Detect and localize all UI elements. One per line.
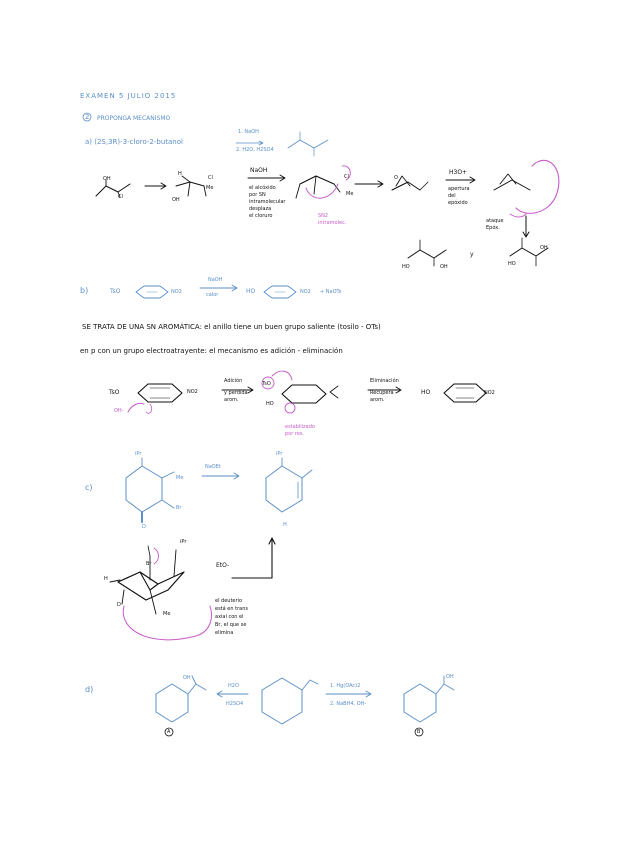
c-ipr: iPr xyxy=(135,451,142,457)
sn2-label: SN2 intramolec. xyxy=(318,213,347,226)
part-a-reagent-bottom: 2. H2O, H2SO4 xyxy=(236,147,274,153)
c-br: Br xyxy=(176,505,182,511)
atom-oh: OH xyxy=(103,176,111,182)
mech-intermediate-tso: TsO xyxy=(262,381,271,387)
mech-intermediate-ho: HO xyxy=(266,401,274,407)
product1-oh: OH xyxy=(440,264,448,270)
section-number: 2 xyxy=(85,113,90,121)
part-b-reagent-bottom: calor xyxy=(206,292,219,298)
mech-reactant: TsO xyxy=(109,389,120,396)
exam-title: EXAMEN 5 JULIO 2015 xyxy=(80,92,177,100)
part-a-reagent-top: 1. NaOH xyxy=(238,129,259,135)
explanation-line-2: en p con un grupo electroatrayente: el mecanismo es adición - eliminación xyxy=(80,347,343,355)
chair-d: D xyxy=(117,602,121,608)
product2-ho: HO xyxy=(508,261,516,267)
section-title: PROPONGA MECANISMO xyxy=(97,115,171,122)
part-b-product-substituent: NO2 xyxy=(300,289,311,295)
c-br-arrow xyxy=(154,548,159,564)
sn2-arrow xyxy=(306,184,338,198)
product-1 xyxy=(408,250,446,258)
product2-oh: OH xyxy=(540,245,548,251)
mech-product-ho: HO xyxy=(421,389,431,396)
product-2 xyxy=(510,245,548,256)
mech-ring-1 xyxy=(138,384,182,402)
d-b-oh: OH xyxy=(446,674,454,680)
atom-me-2: Me xyxy=(346,191,354,197)
c-product-h: H xyxy=(283,522,287,528)
step1-reagent: NaOH xyxy=(250,167,268,174)
c-ring-2 xyxy=(266,466,302,512)
molecule-3 xyxy=(300,176,334,184)
mech-circle-charge xyxy=(285,403,295,413)
d-ring-a xyxy=(156,684,188,722)
chair-ipr: iPr xyxy=(180,539,187,545)
c-elimination-arrow xyxy=(123,606,211,640)
part-b-reactant: TsO xyxy=(110,288,121,295)
atom-oh-2: OH xyxy=(172,197,180,203)
chair-br: Br xyxy=(146,561,152,567)
d-right-reagent-bottom: 2. NaBH4, OH- xyxy=(330,701,367,707)
explanation-line-1: SE TRATA DE UNA SN AROMÁTICA: el anillo tiene un buen grupo saliente (tosilo - OTs) xyxy=(82,323,381,331)
section-number-circle xyxy=(83,113,91,121)
d-circle-a xyxy=(165,728,173,736)
mech-product-substituent: NO2 xyxy=(484,390,495,396)
d-left-reagent-top: H2O xyxy=(228,683,239,689)
atom-h: H xyxy=(178,171,182,177)
part-b-product: HO xyxy=(246,288,256,295)
chair-me: Me xyxy=(163,611,171,617)
c-ring-1 xyxy=(126,466,162,512)
mech-step1-label: Adición y pérdida arom. xyxy=(224,378,248,403)
step2-reagent: H3O+ xyxy=(449,169,468,176)
part-b-substituent: NO2 xyxy=(171,289,182,295)
molecule-1-zigzag xyxy=(96,184,130,196)
atom-cl: Cl xyxy=(118,194,123,200)
mech-ring-2 xyxy=(282,385,326,403)
c-base: EtO- xyxy=(216,562,230,569)
d-ring-middle xyxy=(262,678,302,724)
mech-nucleophile: OH- xyxy=(114,408,124,414)
part-b-reagent-top: NaOH xyxy=(208,277,223,283)
atom-cl-2: Cl xyxy=(208,175,213,181)
chair-h: H xyxy=(104,576,108,582)
c-note: el deuterio está en trans axial con el Br, el que se elimina xyxy=(215,598,248,636)
epoxide-attack-arrow xyxy=(516,160,559,213)
mech-ring-3 xyxy=(444,384,486,402)
d-label-b: B xyxy=(417,729,421,735)
step1-note: el alcóxido por SN intramolecular desplaza el cloruro xyxy=(249,185,286,219)
part-a-product-sketch xyxy=(288,140,328,148)
d-ring-b xyxy=(404,684,436,722)
part-d-label: d) xyxy=(85,685,94,694)
part-a-label: a) (2S,3R)-3-cloro-2-butanol xyxy=(85,138,183,146)
d-a-oh: OH xyxy=(183,675,191,681)
c-product-ipr: iPr xyxy=(276,451,283,457)
atom-cl-3: Cl xyxy=(344,174,349,180)
c-base-arrow xyxy=(232,540,272,578)
mech-stabilized-note: estabilizado por res. xyxy=(285,424,315,437)
mech-attack-arrow xyxy=(128,403,144,412)
atom-me: Me xyxy=(206,185,214,191)
part-c-label: c) xyxy=(85,483,93,492)
atom-o: O xyxy=(394,175,398,181)
d-circle-b xyxy=(415,728,423,736)
c-d: D xyxy=(142,524,146,530)
d-right-reagent-top: 1. Hg(OAc)2 xyxy=(330,683,361,689)
mech-substituent: NO2 xyxy=(187,389,198,395)
mech-circle-tso xyxy=(262,377,274,389)
d-left-reagent-bottom: H2SO4 xyxy=(226,701,244,707)
mech-step2-label: Eliminación Recupera arom. xyxy=(370,378,399,403)
product1-ho: HO xyxy=(402,264,410,270)
part-b-label: b) xyxy=(80,286,89,295)
and-sign: y xyxy=(470,251,474,258)
d-label-a: A xyxy=(167,729,171,735)
part-b-byproduct: + NaOTs xyxy=(320,289,342,295)
protonated-epoxide xyxy=(494,180,530,190)
step2-note: apertura del epóxido xyxy=(448,186,470,206)
c-me: Me xyxy=(176,475,184,481)
c-reagent: NaOEt xyxy=(205,464,221,470)
side-note: ataque Epóx. xyxy=(486,218,504,231)
